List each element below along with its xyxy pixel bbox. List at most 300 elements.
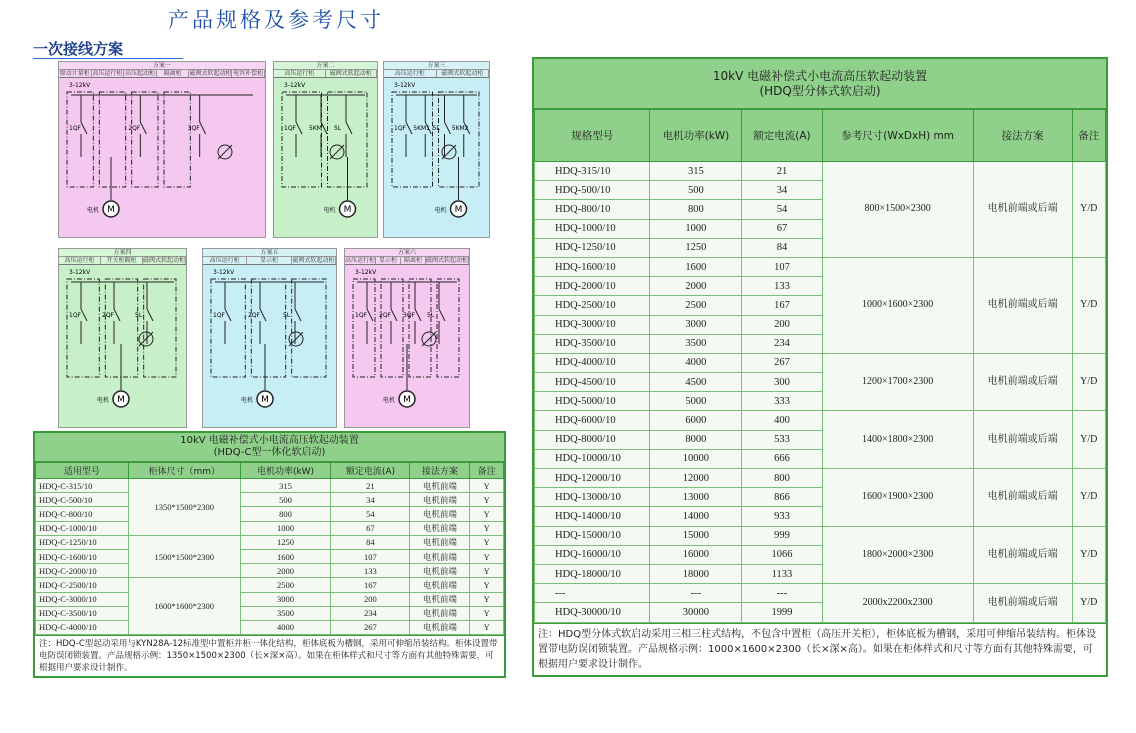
cabinet-outline <box>409 279 431 377</box>
wiring-diagram-3 <box>383 61 490 238</box>
wiring-cell: 电机前端或后端 <box>973 584 1072 622</box>
hdq-note: 注：HDQ型分体式软启动采用三相三柱式结构，不包含中置柜（高压开关柜），柜体底板为槽钢，采用可伸缩吊装结构。柜体设置带电防误闭锁装置。产品规格示例：1000×1600×2300（长×深×高）。如果在柜体样式和尺寸等方面有其他特殊需要，可根据用户要求设计制作。 <box>534 623 1106 675</box>
current-cell: 800 <box>742 469 822 488</box>
table-row <box>36 564 504 578</box>
motor-label: 电机 <box>87 207 100 214</box>
current-cell: 933 <box>742 507 822 526</box>
breaker-switch <box>295 309 301 321</box>
value-cell: 电机前端 <box>410 521 470 535</box>
diagram-scheme-name: 方案六 <box>397 249 416 256</box>
model-cell: HDQ-C-1250/10 <box>36 535 129 549</box>
remark-cell: Y/D <box>1072 469 1105 527</box>
value-cell: Y <box>470 578 504 592</box>
power-cell: 13000 <box>650 488 742 507</box>
diagram-scheme-name: 方案二 <box>316 62 335 69</box>
table-row <box>535 162 1106 181</box>
breaker-switch <box>81 309 87 321</box>
hdq-c-col-header: 备注 <box>470 463 504 479</box>
size-cell: 1800×2000×2300 <box>822 526 973 584</box>
component-label: 5L <box>432 125 440 132</box>
cabinet-label: 显示柜 <box>247 257 291 264</box>
power-cell: 2000 <box>650 277 742 296</box>
model-cell: HDQ-3500/10 <box>535 334 650 353</box>
current-cell: 54 <box>742 200 822 219</box>
cabinet-label: 高压运行柜 <box>274 70 326 77</box>
component-label: 1QF <box>284 125 296 132</box>
remark-cell: Y/D <box>1072 411 1105 469</box>
power-cell: 1000 <box>650 219 742 238</box>
value-cell: 电机前端 <box>410 578 470 592</box>
cabinet-label: 磁阀式软起动柜 <box>189 70 232 77</box>
diagram-schematic <box>59 249 186 427</box>
value-cell: Y <box>470 606 504 620</box>
current-cell: 34 <box>742 181 822 200</box>
diagram-scheme-name: 方案五 <box>260 249 279 256</box>
current-cell: 999 <box>742 526 822 545</box>
model-cell: HDQ-4000/10 <box>535 353 650 372</box>
voltage-label: 3-12kV <box>284 82 306 89</box>
value-cell: 电机前端 <box>410 507 470 521</box>
remark-cell: Y/D <box>1072 584 1105 622</box>
value-cell: 167 <box>331 578 410 592</box>
hdq-col-header: 电机功率(kW) <box>650 110 742 162</box>
breaker-switch <box>445 122 451 134</box>
value-cell: 234 <box>331 606 410 620</box>
value-cell: 1600 <box>240 549 331 563</box>
voltage-label: 3-12kV <box>394 82 416 89</box>
component-label: 1QF <box>69 312 81 319</box>
table-row <box>36 592 504 606</box>
table-row <box>36 493 504 507</box>
subtitle-underline <box>33 58 183 59</box>
model-cell: HDQ-1000/10 <box>535 219 650 238</box>
model-cell: HDQ-C-1000/10 <box>36 521 129 535</box>
breaker-switch <box>439 309 445 321</box>
hdq-caption <box>534 59 1106 109</box>
table-row <box>535 353 1106 372</box>
model-cell: HDQ-8000/10 <box>535 430 650 449</box>
power-cell: 8000 <box>650 430 742 449</box>
power-cell: 6000 <box>650 411 742 430</box>
remark-cell: Y/D <box>1072 257 1105 353</box>
power-cell: 3500 <box>650 334 742 353</box>
wiring-diagram-1 <box>58 61 266 238</box>
hdq-c-spec-table <box>33 431 506 678</box>
value-cell: Y <box>470 479 504 493</box>
cabinet-label: 高压运行柜 <box>345 257 376 264</box>
diagram-schematic <box>274 62 377 237</box>
component-label: 2QF <box>379 312 391 319</box>
value-cell: 电机前端 <box>410 479 470 493</box>
value-cell: 315 <box>240 479 331 493</box>
motor-label: 电机 <box>434 207 447 214</box>
breaker-switch <box>367 309 373 321</box>
wiring-diagram-4 <box>58 248 187 428</box>
table-row <box>36 535 504 549</box>
hdq-col-header: 备注 <box>1072 110 1105 162</box>
current-cell: 21 <box>742 162 822 181</box>
current-cell: 333 <box>742 392 822 411</box>
model-cell: HDQ-315/10 <box>535 162 650 181</box>
table-row <box>36 578 504 592</box>
component-label: 2QF <box>102 312 114 319</box>
motor-label: 电机 <box>241 397 254 404</box>
motor-symbol: M <box>403 395 411 405</box>
value-cell: Y <box>470 620 504 634</box>
value-cell: Y <box>470 493 504 507</box>
value-cell: 1250 <box>240 535 331 549</box>
motor-label: 电机 <box>323 207 336 214</box>
value-cell: 67 <box>331 521 410 535</box>
cabinet-label: 磁阀式软起动柜 <box>292 257 335 264</box>
wiring-cell: 电机前端或后端 <box>973 257 1072 353</box>
value-cell: 3000 <box>240 592 331 606</box>
breaker-switch <box>260 309 266 321</box>
voltage-label: 3-12kV <box>69 269 91 276</box>
size-cell: 800×1500×2300 <box>822 162 973 258</box>
power-cell: 10000 <box>650 449 742 468</box>
model-cell: HDQ-500/10 <box>535 181 650 200</box>
current-cell: 133 <box>742 277 822 296</box>
cabinet-label: 磁阀式软起动柜 <box>437 70 490 77</box>
power-cell: 1600 <box>650 257 742 276</box>
power-cell: 5000 <box>650 392 742 411</box>
table-row <box>36 606 504 620</box>
size-cell: 1200×1700×2300 <box>822 353 973 411</box>
power-cell: 18000 <box>650 564 742 583</box>
hdq-caption-line1: 10kV 电磁补偿式小电流高压软起动装置 <box>712 69 928 83</box>
breaker-switch <box>200 122 206 134</box>
current-cell: 67 <box>742 219 822 238</box>
table-row <box>36 521 504 535</box>
size-cell: 1400×1800×2300 <box>822 411 973 469</box>
power-cell: 4500 <box>650 373 742 392</box>
power-cell: 800 <box>650 200 742 219</box>
value-cell: 电机前端 <box>410 493 470 507</box>
cabinet-label: 高压运行柜 <box>59 257 101 264</box>
current-cell: 167 <box>742 296 822 315</box>
motor-label: 电机 <box>97 397 110 404</box>
wiring-cell: 电机前端或后端 <box>973 469 1072 527</box>
current-cell: 234 <box>742 334 822 353</box>
hdq-col-header: 额定电流(A) <box>742 110 822 162</box>
power-cell: 12000 <box>650 469 742 488</box>
component-label: 5L <box>334 125 342 132</box>
cabinet-label: 隔离柜 <box>401 257 426 264</box>
model-cell: HDQ-C-2500/10 <box>36 578 129 592</box>
breaker-switch <box>225 309 231 321</box>
value-cell: 21 <box>331 479 410 493</box>
value-cell: Y <box>470 549 504 563</box>
remark-cell: Y/D <box>1072 162 1105 258</box>
diagram-schematic <box>203 249 336 427</box>
cabinet-size-cell: 1600*1600*2300 <box>128 578 240 635</box>
component-label: 3QF <box>403 312 415 319</box>
table-row <box>36 507 504 521</box>
cabinet-label: 高压运行柜 <box>384 70 437 77</box>
hdq-c-col-header: 柜体尺寸（mm） <box>128 463 240 479</box>
table-row <box>535 257 1106 276</box>
wiring-diagram-6 <box>344 248 470 428</box>
cabinet-outline <box>132 92 158 187</box>
wiring-cell: 电机前端或后端 <box>973 162 1072 258</box>
cabinet-label: 高压运行柜 <box>92 70 123 77</box>
hdq-c-col-header: 接法方案 <box>410 463 470 479</box>
cabinet-outline <box>437 279 459 377</box>
model-cell: HDQ-C-1600/10 <box>36 549 129 563</box>
motor-symbol: M <box>117 395 125 405</box>
current-cell: 866 <box>742 488 822 507</box>
table-row <box>535 411 1106 430</box>
value-cell: 电机前端 <box>410 592 470 606</box>
value-cell: 107 <box>331 549 410 563</box>
remark-cell: Y/D <box>1072 353 1105 411</box>
power-cell: 1250 <box>650 238 742 257</box>
hdq-c-caption <box>35 433 504 462</box>
breaker-switch <box>114 309 120 321</box>
hdq-caption-line2: (HDQ型分体式软启动) <box>759 84 881 98</box>
current-cell: 1999 <box>742 603 822 622</box>
cabinet-outline <box>392 92 433 187</box>
breaker-switch <box>81 122 87 134</box>
value-cell: 133 <box>331 564 410 578</box>
cabinet-outline <box>67 92 93 187</box>
cabinet-outline <box>211 279 245 377</box>
model-cell: HDQ-800/10 <box>535 200 650 219</box>
value-cell: Y <box>470 507 504 521</box>
model-cell: HDQ-18000/10 <box>535 564 650 583</box>
size-cell: 1600×1900×2300 <box>822 469 973 527</box>
value-cell: 3500 <box>240 606 331 620</box>
power-cell: 2500 <box>650 296 742 315</box>
power-cell: 4000 <box>650 353 742 372</box>
table-row <box>535 526 1106 545</box>
model-cell: HDQ-1600/10 <box>535 257 650 276</box>
model-cell: HDQ-2000/10 <box>535 277 650 296</box>
voltage-label: 3-12kV <box>69 82 91 89</box>
component-label: 1QF <box>394 125 406 132</box>
current-cell: 400 <box>742 411 822 430</box>
cabinet-label: 电容补偿柜 <box>233 70 264 77</box>
remark-cell: Y/D <box>1072 526 1105 584</box>
wiring-cell: 电机前端或后端 <box>973 411 1072 469</box>
motor-symbol: M <box>343 205 352 215</box>
diagram-scheme-name: 方案一 <box>152 62 171 69</box>
model-cell: HDQ-C-315/10 <box>36 479 129 493</box>
model-cell: --- <box>535 584 650 603</box>
current-cell: 533 <box>742 430 822 449</box>
model-cell: HDQ-6000/10 <box>535 411 650 430</box>
table-row <box>36 549 504 563</box>
current-cell: --- <box>742 584 822 603</box>
power-cell: --- <box>650 584 742 603</box>
hdq-c-caption-line1: 10kV 电磁补偿式小电流高压软起动装置 <box>180 435 359 446</box>
cabinet-label: 高压起动柜 <box>124 70 155 77</box>
motor-symbol: M <box>107 205 115 215</box>
current-cell: 107 <box>742 257 822 276</box>
value-cell: 电机前端 <box>410 549 470 563</box>
value-cell: 500 <box>240 493 331 507</box>
section-subtitle: 一次接线方案 <box>33 40 124 58</box>
model-cell: HDQ-3000/10 <box>535 315 650 334</box>
table-row <box>535 584 1106 603</box>
component-label: 5L <box>283 312 291 319</box>
breaker-switch <box>147 309 153 321</box>
wiring-cell: 电机前端或后端 <box>973 353 1072 411</box>
breaker-switch <box>415 309 421 321</box>
cabinet-outline <box>99 92 125 187</box>
model-cell: HDQ-15000/10 <box>535 526 650 545</box>
breaker-switch <box>140 122 146 134</box>
diagram-schematic <box>345 249 469 427</box>
cabinet-label: 磁阀式软起动柜 <box>326 70 378 77</box>
cabinet-label: 开关柜隔柜 <box>101 257 143 264</box>
motor-label: 电机 <box>383 397 396 404</box>
model-cell: HDQ-C-4000/10 <box>36 620 129 634</box>
table-row <box>36 620 504 634</box>
breaker-switch <box>406 122 412 134</box>
motor-symbol: M <box>261 395 269 405</box>
table-row <box>36 479 504 493</box>
component-label: 2QF <box>128 125 141 132</box>
cabinet-label: 隔离柜 <box>157 70 190 77</box>
value-cell: 电机前端 <box>410 620 470 634</box>
model-cell: HDQ-C-3500/10 <box>36 606 129 620</box>
value-cell: 电机前端 <box>410 564 470 578</box>
hdq-c-col-header: 额定电流(A) <box>331 463 410 479</box>
wiring-cell: 电机前端或后端 <box>973 526 1072 584</box>
value-cell: 电机前端 <box>410 535 470 549</box>
hdq-col-header: 接法方案 <box>973 110 1072 162</box>
power-cell: 14000 <box>650 507 742 526</box>
component-label: 2QF <box>248 312 260 319</box>
model-cell: HDQ-C-500/10 <box>36 493 129 507</box>
cabinet-size-cell: 1350*1500*2300 <box>128 479 240 536</box>
component-label: 5L <box>135 312 143 319</box>
power-cell: 16000 <box>650 545 742 564</box>
model-cell: HDQ-14000/10 <box>535 507 650 526</box>
value-cell: 54 <box>331 507 410 521</box>
value-cell: 200 <box>331 592 410 606</box>
hdq-col-header: 参考尺寸(WxDxH) mm <box>822 110 973 162</box>
wiring-diagram-2 <box>273 61 378 238</box>
value-cell: 电机前端 <box>410 606 470 620</box>
model-cell: HDQ-10000/10 <box>535 449 650 468</box>
hdq-c-col-header: 电机功率(kW) <box>240 463 331 479</box>
cabinet-outline <box>144 279 176 377</box>
cabinet-label: 磁阀式软起动柜 <box>425 257 468 264</box>
cabinet-outline <box>292 279 326 377</box>
model-cell: HDQ-12000/10 <box>535 469 650 488</box>
breaker-switch <box>346 122 352 134</box>
cabinet-outline <box>164 92 190 187</box>
model-cell: HDQ-1250/10 <box>535 238 650 257</box>
power-cell: 30000 <box>650 603 742 622</box>
value-cell: 800 <box>240 507 331 521</box>
model-cell: HDQ-2500/10 <box>535 296 650 315</box>
cabinet-size-cell: 1500*1500*2300 <box>128 535 240 578</box>
value-cell: 1000 <box>240 521 331 535</box>
cabinet-label: 显示柜 <box>376 257 401 264</box>
size-cell: 1000×1600×2300 <box>822 257 973 353</box>
model-cell: HDQ-30000/10 <box>535 603 650 622</box>
cabinet-outline <box>67 279 99 377</box>
page-title: 产品规格及参考尺寸 <box>168 8 384 32</box>
cabinet-outline <box>282 92 322 187</box>
model-cell: HDQ-C-2000/10 <box>36 564 129 578</box>
cabinet-label: 高压运行柜 <box>203 257 247 264</box>
hdq-c-col-header: 适用型号 <box>36 463 129 479</box>
value-cell: Y <box>470 535 504 549</box>
cabinet-outline <box>251 279 285 377</box>
cabinet-label: 磁阀式软起动柜 <box>143 257 186 264</box>
cabinet-outline <box>381 279 403 377</box>
model-cell: HDQ-5000/10 <box>535 392 650 411</box>
value-cell: 2000 <box>240 564 331 578</box>
current-cell: 200 <box>742 315 822 334</box>
cabinet-label: 原动计量柜 <box>59 70 90 77</box>
model-cell: HDQ-C-3000/10 <box>36 592 129 606</box>
power-cell: 3000 <box>650 315 742 334</box>
component-label: 1QF <box>69 125 81 132</box>
voltage-label: 3-12kV <box>355 269 377 276</box>
model-cell: HDQ-13000/10 <box>535 488 650 507</box>
component-label: 5KM2 <box>451 125 469 132</box>
wiring-diagram-5 <box>202 248 337 428</box>
component-label: 5L <box>427 312 435 319</box>
hdq-spec-table <box>532 57 1108 677</box>
cabinet-outline <box>353 279 375 377</box>
component-label: 1QF <box>213 312 225 319</box>
current-cell: 267 <box>742 353 822 372</box>
value-cell: 4000 <box>240 620 331 634</box>
component-label: 5KM <box>309 125 322 132</box>
value-cell: 84 <box>331 535 410 549</box>
diagram-scheme-name: 方案四 <box>113 249 132 256</box>
current-cell: 84 <box>742 238 822 257</box>
value-cell: Y <box>470 592 504 606</box>
model-cell: HDQ-16000/10 <box>535 545 650 564</box>
value-cell: 2500 <box>240 578 331 592</box>
hdq-c-caption-line2: (HDQ-C型一体化软启动) <box>213 447 326 458</box>
diagram-schematic <box>384 62 489 237</box>
power-cell: 500 <box>650 181 742 200</box>
size-cell: 2000x2200x2300 <box>822 584 973 622</box>
component-label: 1QF <box>355 312 367 319</box>
breaker-switch <box>296 122 302 134</box>
hdq-c-note: 注：HDQ-C型起动采用与KYN28A-12标准型中置柜并柜一体化结构，柜体底板为槽钢，采用可伸缩吊装结构。柜体设置带电防误闭锁装置。产品规格示例：1350×1500×2300（长×深×高）。如果在柜体样式和尺寸等方面有其他特殊需要，可根据用户要求设计制作。 <box>35 635 504 676</box>
value-cell: 267 <box>331 620 410 634</box>
diagram-schematic <box>59 62 265 237</box>
model-cell: HDQ-4500/10 <box>535 373 650 392</box>
hdq-col-header: 规格型号 <box>535 110 650 162</box>
value-cell: Y <box>470 564 504 578</box>
motor-symbol: M <box>454 205 463 215</box>
power-cell: 315 <box>650 162 742 181</box>
value-cell: Y <box>470 521 504 535</box>
component-label: 3QF <box>187 125 200 132</box>
breaker-switch <box>391 309 397 321</box>
value-cell: 34 <box>331 493 410 507</box>
power-cell: 15000 <box>650 526 742 545</box>
voltage-label: 3-12kV <box>213 269 235 276</box>
current-cell: 666 <box>742 449 822 468</box>
model-cell: HDQ-C-800/10 <box>36 507 129 521</box>
current-cell: 1066 <box>742 545 822 564</box>
current-cell: 1133 <box>742 564 822 583</box>
diagram-scheme-name: 方案三 <box>427 62 446 69</box>
component-label: 5KM1 <box>413 125 430 132</box>
